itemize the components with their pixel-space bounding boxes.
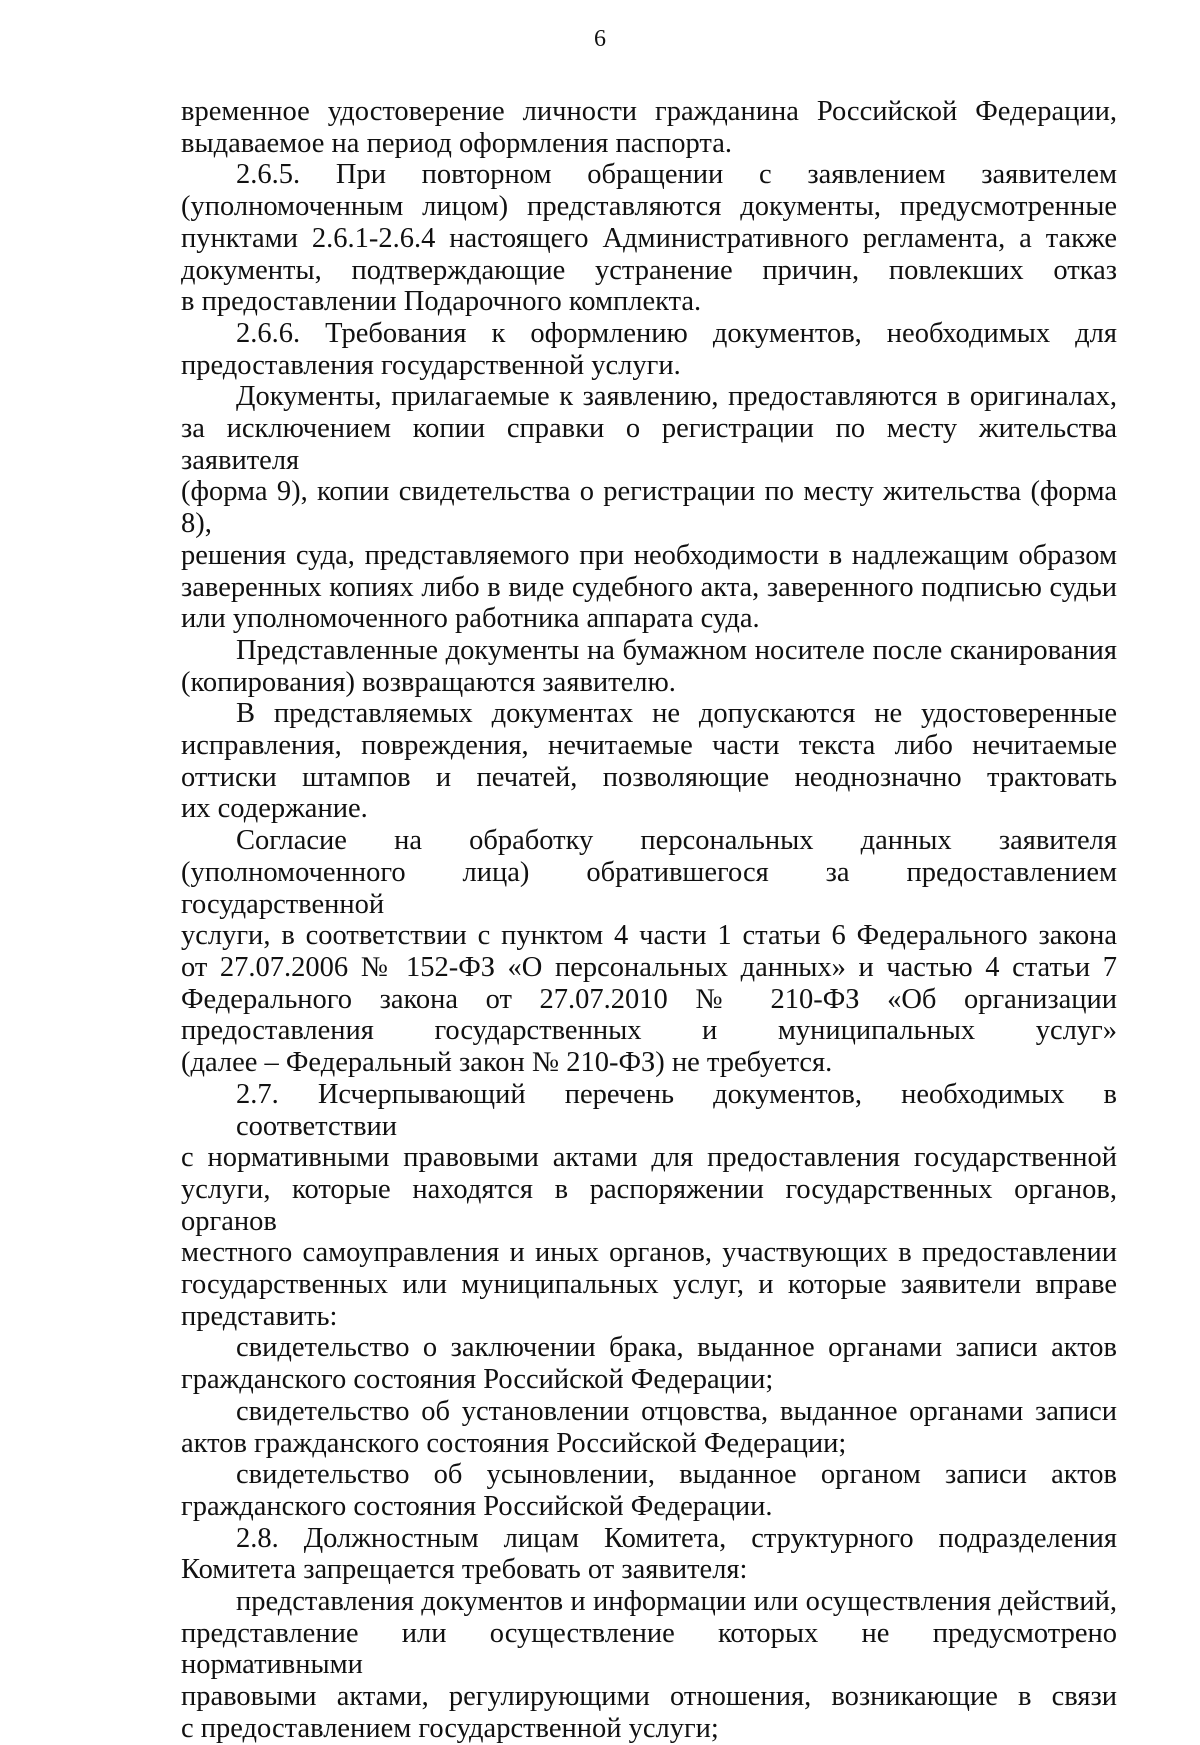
text-line: их содержание.: [181, 793, 368, 825]
text-line: свидетельство об установлении отцовства, выданное органами записи: [236, 1395, 1117, 1427]
text-line: (далее – Федеральный закон № 210-ФЗ) не требуется.: [181, 1047, 833, 1079]
text-line: (форма 9), копии свидетельства о регистрации по месту жительства (форма 8),: [181, 476, 1117, 540]
text-line: государственных или муниципальных услуг, и которые заявители вправе: [181, 1269, 1117, 1301]
text-line: (уполномоченного лица) обратившегося за предоставлением государственной: [181, 856, 1117, 920]
text-line: 2.6.6. Требования к оформлению документов, необходимых для: [236, 317, 1117, 349]
text-line: заверенных копиях либо в виде судебного акта, заверенного подписью судьи: [181, 571, 1117, 603]
paragraph: [181, 1079, 1117, 1333]
page-number: 6: [594, 26, 606, 52]
paragraph: [181, 96, 1117, 159]
paragraph: [181, 1459, 1117, 1522]
text-line: исправления, повреждения, нечитаемые части текста либо нечитаемые: [181, 730, 1117, 762]
text-line: В представляемых документах не допускаются не удостоверенные: [236, 698, 1117, 730]
text-line: документы, подтверждающие устранение причин, повлекших отказ: [181, 254, 1117, 286]
paragraph: [181, 1332, 1117, 1395]
text-line: решения суда, представляемого при необходимости в надлежащим образом: [181, 539, 1117, 571]
paragraph: [181, 698, 1117, 825]
text-line: или уполномоченного работника аппарата суда.: [181, 603, 760, 635]
text-line: Федерального закона от 27.07.2010 № 210-ФЗ «Об организации: [181, 983, 1117, 1015]
text-line: представление или осуществление которых не предусмотрено нормативными: [181, 1617, 1117, 1681]
paragraph: [181, 159, 1117, 318]
paragraph: [181, 1523, 1117, 1586]
text-line: в предоставлении Подарочного комплекта.: [181, 286, 702, 318]
text-line: услуги, которые находятся в распоряжении государственных органов, органов: [181, 1173, 1117, 1237]
text-line: (уполномоченным лицом) представляются документы, предусмотренные: [181, 191, 1117, 223]
text-line: оттиски штампов и печатей, позволяющие неоднозначно трактовать: [181, 761, 1117, 793]
text-line: Представленные документы на бумажном носителе после сканирования: [236, 634, 1117, 666]
text-line: свидетельство об усыновлении, выданное органом записи актов: [236, 1459, 1117, 1491]
text-line: временное удостоверение личности гражданина Российской Федерации,: [181, 96, 1117, 127]
text-line: 2.7. Исчерпывающий перечень документов, необходимых в соответствии: [236, 1078, 1117, 1142]
text-line: представить:: [181, 1300, 338, 1332]
text-line: представления документов и информации или осуществления действий,: [236, 1586, 1117, 1618]
text-line: Комитета запрещается требовать от заявителя:: [181, 1554, 748, 1586]
text-line: свидетельство о заключении брака, выданное органами записи актов: [236, 1332, 1117, 1364]
paragraph: [181, 1586, 1117, 1745]
paragraph: [181, 1396, 1117, 1459]
paragraph: [181, 381, 1117, 635]
text-line: гражданского состояния Российской Федерации.: [181, 1490, 773, 1522]
text-line: с нормативными правовыми актами для предоставления государственной: [181, 1142, 1117, 1174]
text-line: выдаваемое на период оформления паспорта.: [181, 127, 732, 159]
text-line: правовыми актами, регулирующими отношения, возникающие в связи: [181, 1681, 1117, 1713]
text-line: за исключением копии справки о регистрации по месту жительства заявителя: [181, 413, 1117, 476]
text-line: предоставления государственной услуги.: [181, 349, 681, 381]
paragraph: [181, 825, 1117, 1079]
text-line: Документы, прилагаемые к заявлению, предоставляются в оригиналах,: [236, 381, 1117, 413]
text-line: от 27.07.2006 № 152-ФЗ «О персональных данных» и частью 4 статьи 7: [181, 951, 1117, 983]
text-line: 2.6.5. При повторном обращении с заявлением заявителем: [236, 159, 1117, 191]
document-body: [181, 96, 1117, 1745]
text-line: 2.8. Должностным лицам Комитета, структурного подразделения: [236, 1522, 1117, 1554]
text-line: актов гражданского состояния Российской Федерации;: [181, 1427, 847, 1459]
text-line: местного самоуправления и иных органов, участвующих в предоставлении: [181, 1237, 1117, 1269]
text-line: гражданского состояния Российской Федерации;: [181, 1364, 774, 1396]
text-line: услуги, в соответствии с пунктом 4 части 1 статьи 6 Федерального закона: [181, 920, 1117, 952]
text-line: (копирования) возвращаются заявителю.: [181, 666, 676, 698]
text-line: предоставления государственных и муниципальных услуг»: [181, 1015, 1117, 1047]
text-line: с предоставлением государственной услуги;: [181, 1712, 719, 1744]
text-line: Согласие на обработку персональных данных заявителя: [236, 825, 1117, 857]
paragraph: [181, 318, 1117, 381]
text-line: пунктами 2.6.1-2.6.4 настоящего Административного регламента, а также: [181, 222, 1117, 254]
paragraph: [181, 635, 1117, 698]
